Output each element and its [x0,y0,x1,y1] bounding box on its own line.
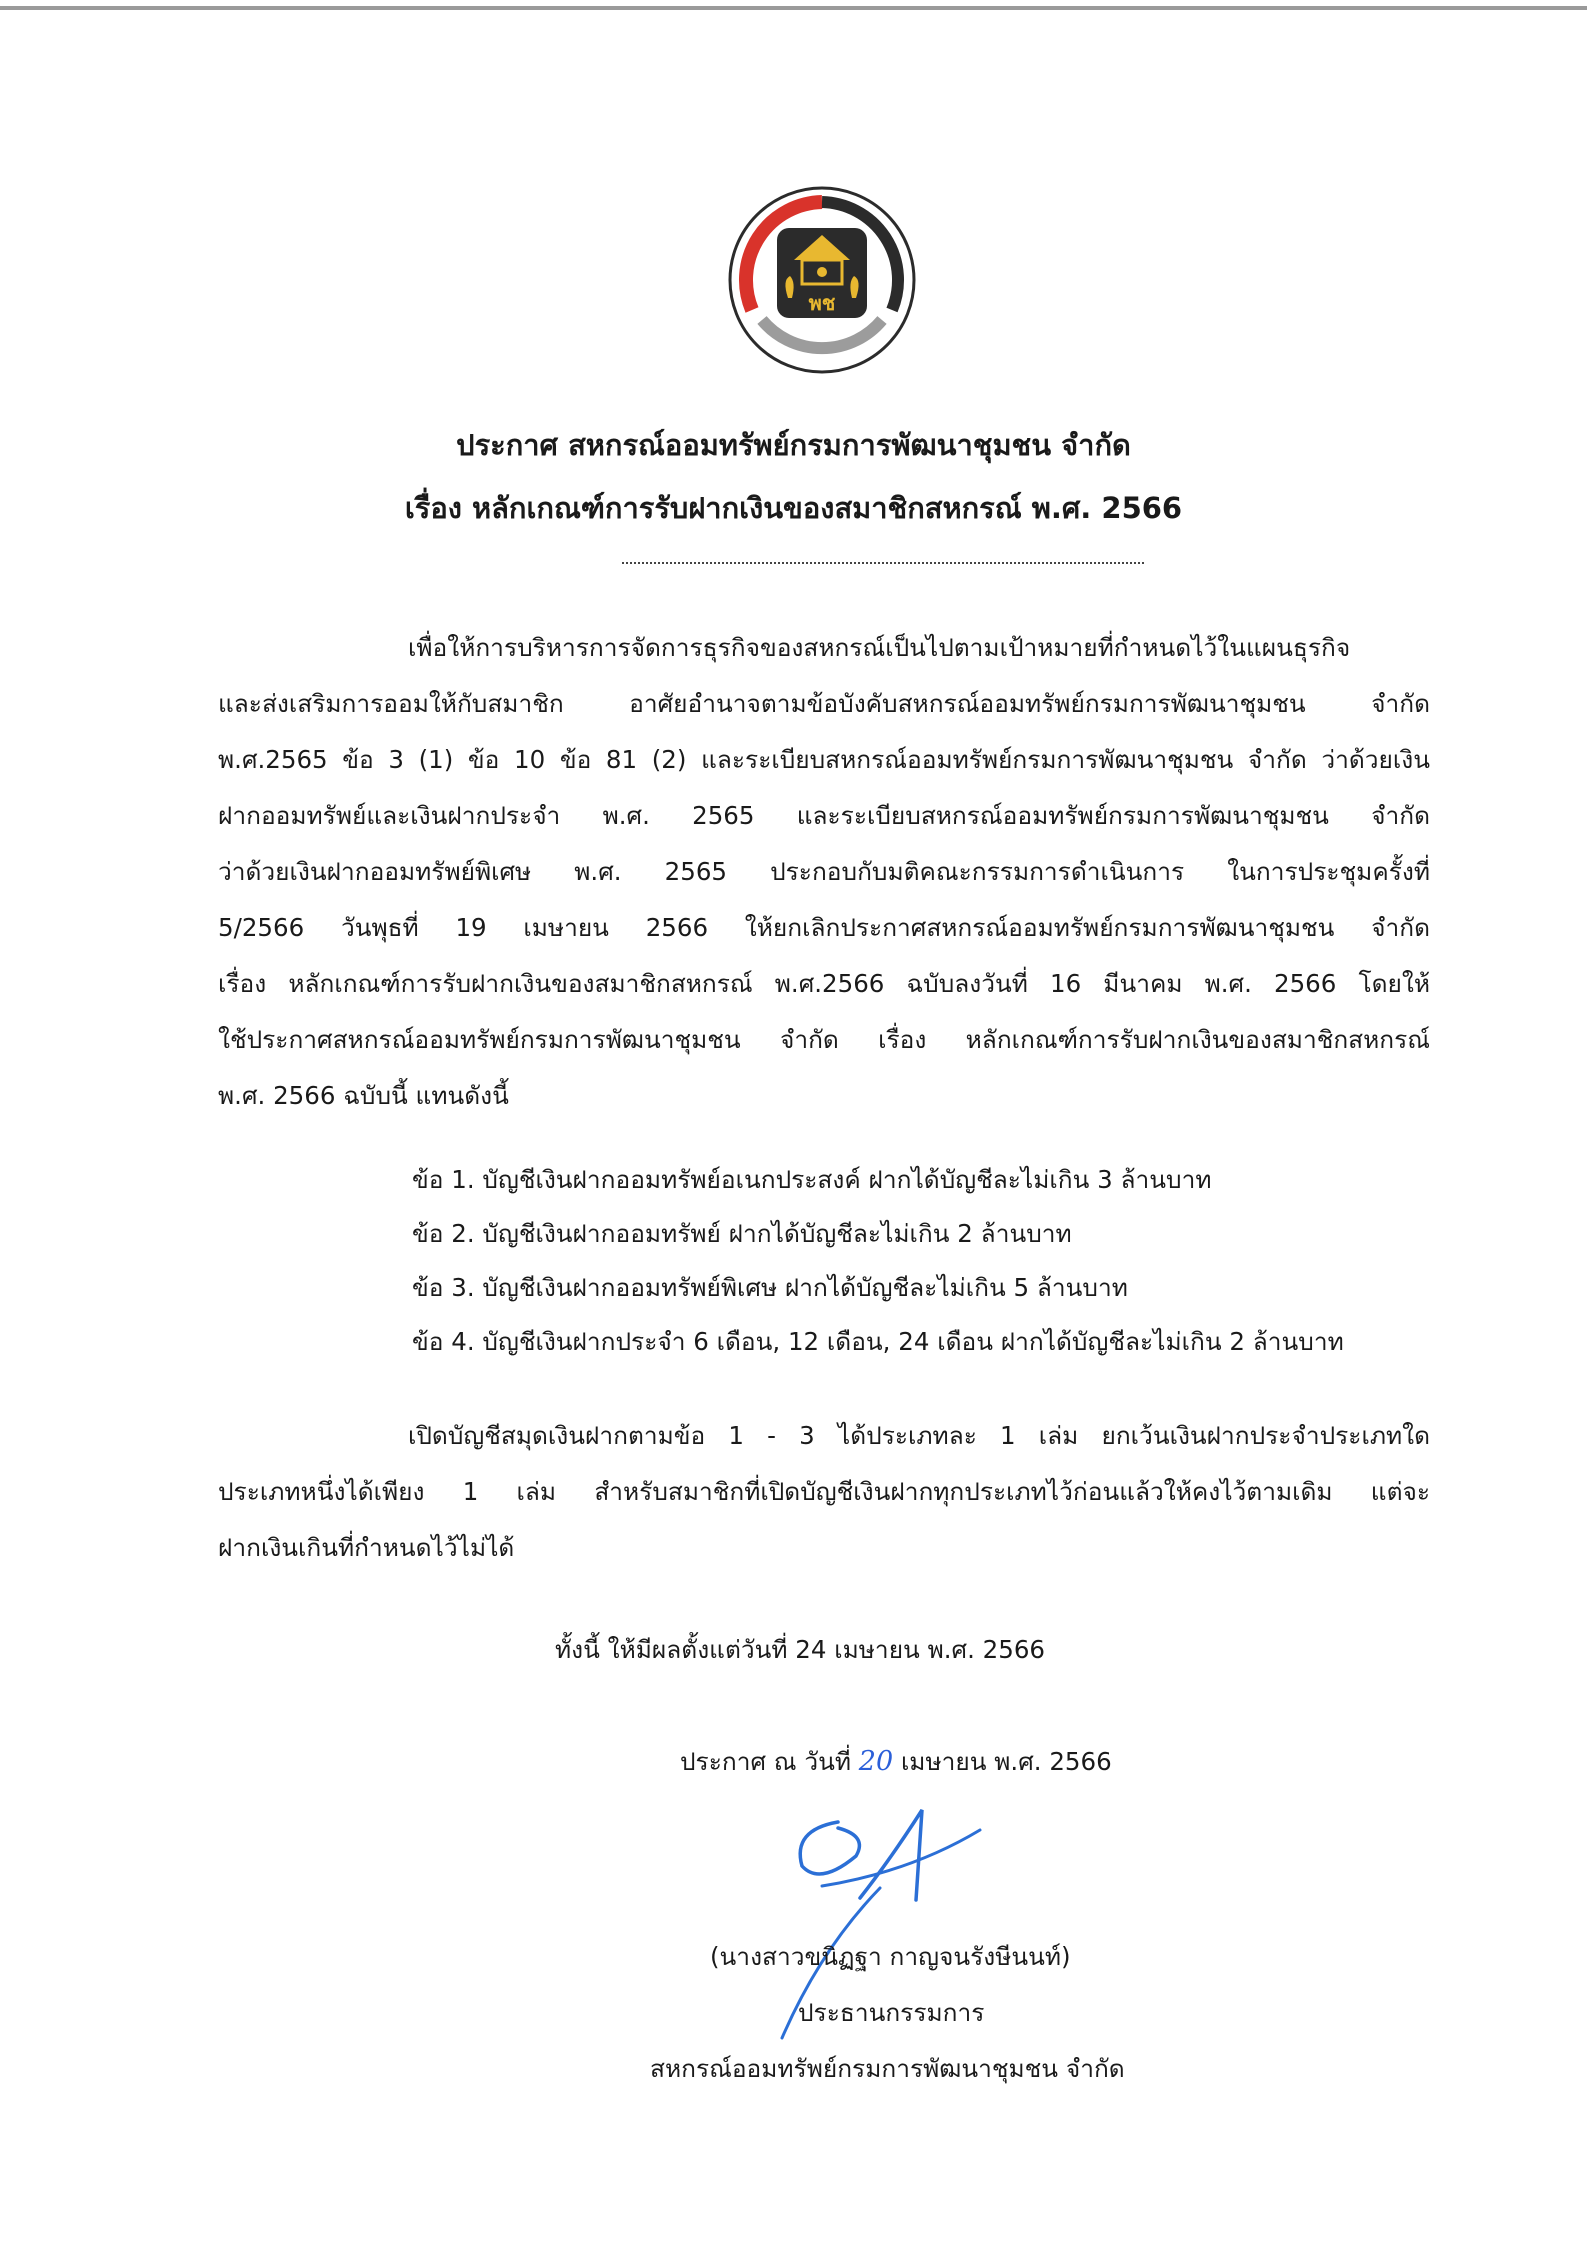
page-title-line1: ประกาศ สหกรณ์ออมทรัพย์กรมการพัฒนาชุมชน จำกัด [456,428,1131,462]
signer-name: (นางสาวขนิฏฐา กาญจนรังษีนนท์) [710,1942,1071,1971]
preamble-line: ใช้ประกาศสหกรณ์ออมทรัพย์กรมการพัฒนาชุมชน จำกัด เรื่อง หลักเกณฑ์การรับฝากเงินของสมาชิกสหกรณ์ [218,1025,1430,1054]
clause-1: ข้อ 1. บัญชีเงินฝากออมทรัพย์อเนกประสงค์ ฝากได้บัญชีละไม่เกิน 3 ล้านบาท [412,1165,1212,1194]
preamble-line: ว่าด้วยเงินฝากออมทรัพย์พิเศษ พ.ศ. 2565 ประกอบกับมติคณะกรรมการดำเนินการ ในการประชุมครั้งที่ [218,857,1430,886]
preamble-line: ฝากออมทรัพย์และเงินฝากประจำ พ.ศ. 2565 และระเบียบสหกรณ์ออมทรัพย์กรมการพัฒนาชุมชน จำกัด [218,801,1430,830]
signer-organization: สหกรณ์ออมทรัพย์กรมการพัฒนาชุมชน จำกัด [650,2054,1125,2083]
announcement-date-suffix: เมษายน พ.ศ. 2566 [900,1747,1112,1776]
svg-text:พช: พช [808,291,836,315]
preamble-line: เรื่อง หลักเกณฑ์การรับฝากเงินของสมาชิกสหกรณ์ พ.ศ.2566 ฉบับลงวันที่ 16 มีนาคม พ.ศ. 2566 โดยให้ [218,969,1430,998]
preamble-line: เพื่อให้การบริหารการจัดการธุรกิจของสหกรณ์เป็นไปตามเป้าหมายที่กำหนดไว้ในแผนธุรกิจ [408,633,1351,662]
preamble-line: 5/2566 วันพุธที่ 19 เมษายน 2566 ให้ยกเลิกประกาศสหกรณ์ออมทรัพย์กรมการพัฒนาชุมชน จำกัด [218,913,1430,942]
preamble-paragraph [218,620,1430,1124]
effective-date-text: ทั้งนี้ ให้มีผลตั้งแต่วันที่ 24 เมษายน พ.ศ. 2566 [555,1635,1045,1664]
announcement-date [680,1742,1112,1781]
announcement-date-prefix: ประกาศ ณ วันที่ [680,1747,851,1776]
account-opening-paragraph [218,1408,1430,1576]
clause-3: ข้อ 3. บัญชีเงินฝากออมทรัพย์พิเศษ ฝากได้บัญชีละไม่เกิน 5 ล้านบาท [412,1273,1128,1302]
preamble-line: และส่งเสริมการออมให้กับสมาชิก อาศัยอำนาจตามข้อบังคับสหกรณ์ออมทรัพย์กรมการพัฒนาชุมชน จำกัด [218,689,1430,718]
scan-top-edge [0,6,1587,10]
paragraph-line: ฝากเงินเกินที่กำหนดไว้ไม่ได้ [218,1533,515,1562]
paragraph-line: ประเภทหนึ่งได้เพียง 1 เล่ม สำหรับสมาชิกที่เปิดบัญชีเงินฝากทุกประเภทไว้ก่อนแล้วให้คงไว้ตามเดิม แต่จะ [218,1477,1430,1506]
page-title-line2: เรื่อง หลักเกณฑ์การรับฝากเงินของสมาชิกสหกรณ์ พ.ศ. 2566 [404,491,1183,525]
preamble-line: พ.ศ. 2566 ฉบับนี้ แทนดังนี้ [218,1081,509,1110]
signer-position: ประธานกรรมการ [798,1998,985,2027]
handwritten-day: 20 [858,1746,894,1777]
cooperative-seal-logo [722,180,922,380]
dotted-separator [622,562,1144,564]
clause-4: ข้อ 4. บัญชีเงินฝากประจำ 6 เดือน, 12 เดือน, 24 เดือน ฝากได้บัญชีละไม่เกิน 2 ล้านบาท [412,1327,1344,1356]
preamble-line: พ.ศ.2565 ข้อ 3 (1) ข้อ 10 ข้อ 81 (2) และระเบียบสหกรณ์ออมทรัพย์กรมการพัฒนาชุมชน จำกัด ว่าด้วยเงิน [218,745,1430,774]
paragraph-line: เปิดบัญชีสมุดเงินฝากตามข้อ 1 - 3 ได้ประเภทละ 1 เล่ม ยกเว้นเงินฝากประจำประเภทใด [408,1421,1430,1450]
clause-2: ข้อ 2. บัญชีเงินฝากออมทรัพย์ ฝากได้บัญชีละไม่เกิน 2 ล้านบาท [412,1219,1072,1248]
